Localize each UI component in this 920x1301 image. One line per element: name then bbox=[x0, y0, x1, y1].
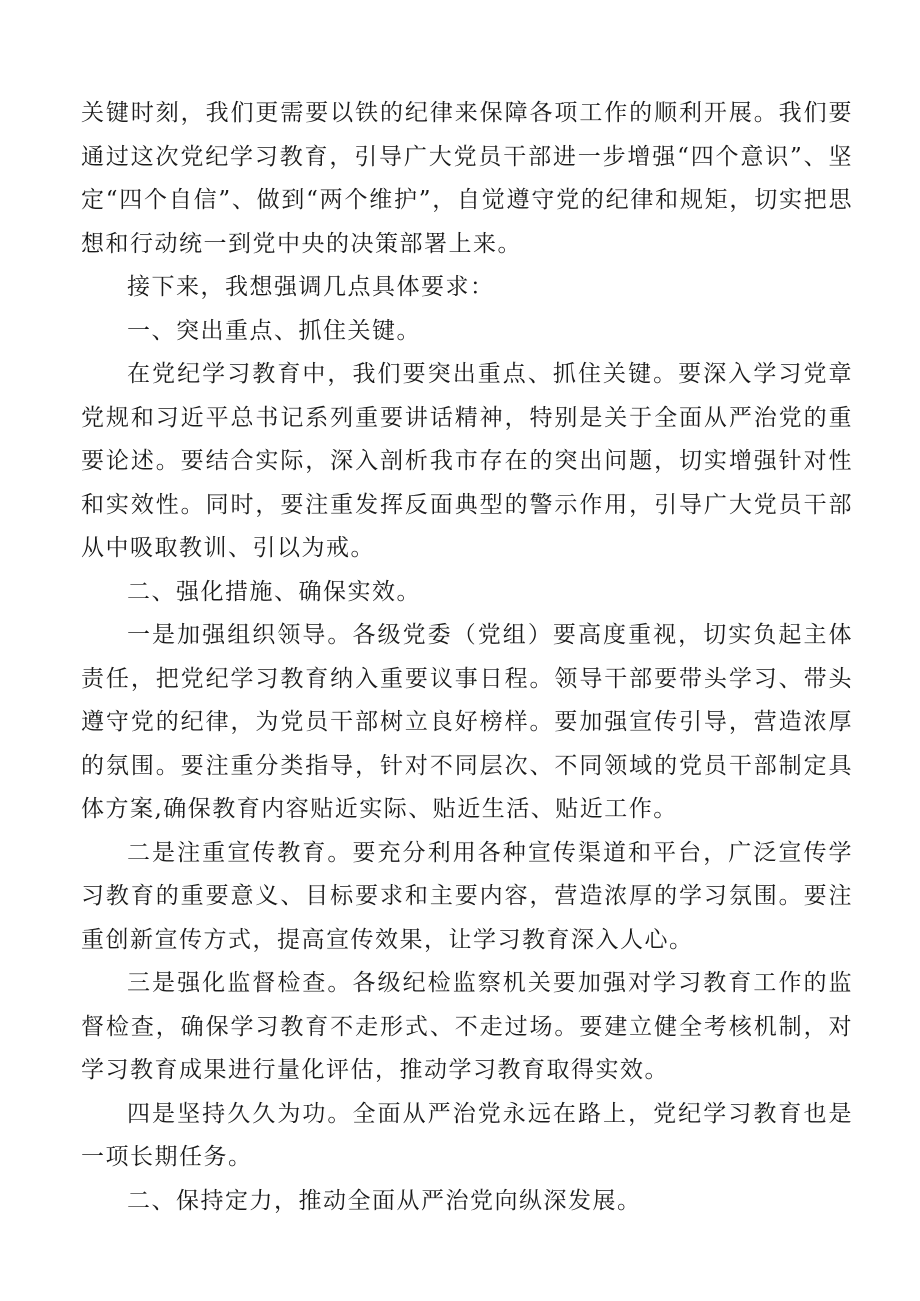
document-body bbox=[81, 92, 853, 1223]
paragraph-intro-requirements: 接下来，我想强调几点具体要求： bbox=[127, 274, 495, 300]
paragraph-point-2: 二是注重宣传教育。要充分利用各种宣传渠道和平台，广泛宣传学习教育的重要意义、目标要求和主要内容，营造浓厚的学习氛围。要注重创新宣传方式，提高宣传效果，让学习教育深入人心。 bbox=[81, 839, 853, 953]
paragraph-point-1: 一是加强组织领导。各级党委（党组）要高度重视，切实负起主体责任，把党纪学习教育纳入重要议事日程。领导干部要带头学习、带头遵守党的纪律，为党员干部树立良好榜样。要加强宣传引导，营造浓厚的氛围。要注重分类指导，针对不同层次、不同领域的党员干部制定具体方案,确保教育内容贴近实际、贴近生活、贴近工作。 bbox=[81, 622, 853, 822]
paragraph-section-1-body: 在党纪学习教育中，我们要突出重点、抓住关键。要深入学习党章党规和习近平总书记系列重要讲话精神，特别是关于全面从严治党的重要论述。要结合实际，深入剖析我市存在的突出问题，切实增强针对性和实效性。同时，要注重发挥反面典型的警示作用，引导广大党员干部从中吸取教训、引以为戒。 bbox=[81, 361, 853, 561]
paragraph-continuation: 关键时刻，我们更需要以铁的纪律来保障各项工作的顺利开展。我们要通过这次党纪学习教育，引导广大党员干部进一步增强“四个意识”、坚定“四个自信”、做到“两个维护”，自觉遵守党的纪律和规矩，切实把思想和行动统一到党中央的决策部署上来。 bbox=[81, 100, 853, 257]
section-heading-2: 二、强化措施、确保实效。 bbox=[127, 578, 421, 605]
section-heading-3: 二、保持定力，推动全面从严治党向纵深发展。 bbox=[127, 1187, 642, 1214]
paragraph-point-3: 三是强化监督检查。各级纪检监察机关要加强对学习教育工作的监督检查，确保学习教育不走形式、不走过场。要建立健全考核机制，对学习教育成果进行量化评估，推动学习教育取得实效。 bbox=[81, 970, 853, 1083]
section-heading-1: 一、突出重点、抓住关键。 bbox=[127, 317, 421, 344]
paragraph-point-4: 四是坚持久久为功。全面从严治党永远在路上，党纪学习教育也是一项长期任务。 bbox=[81, 1100, 853, 1170]
